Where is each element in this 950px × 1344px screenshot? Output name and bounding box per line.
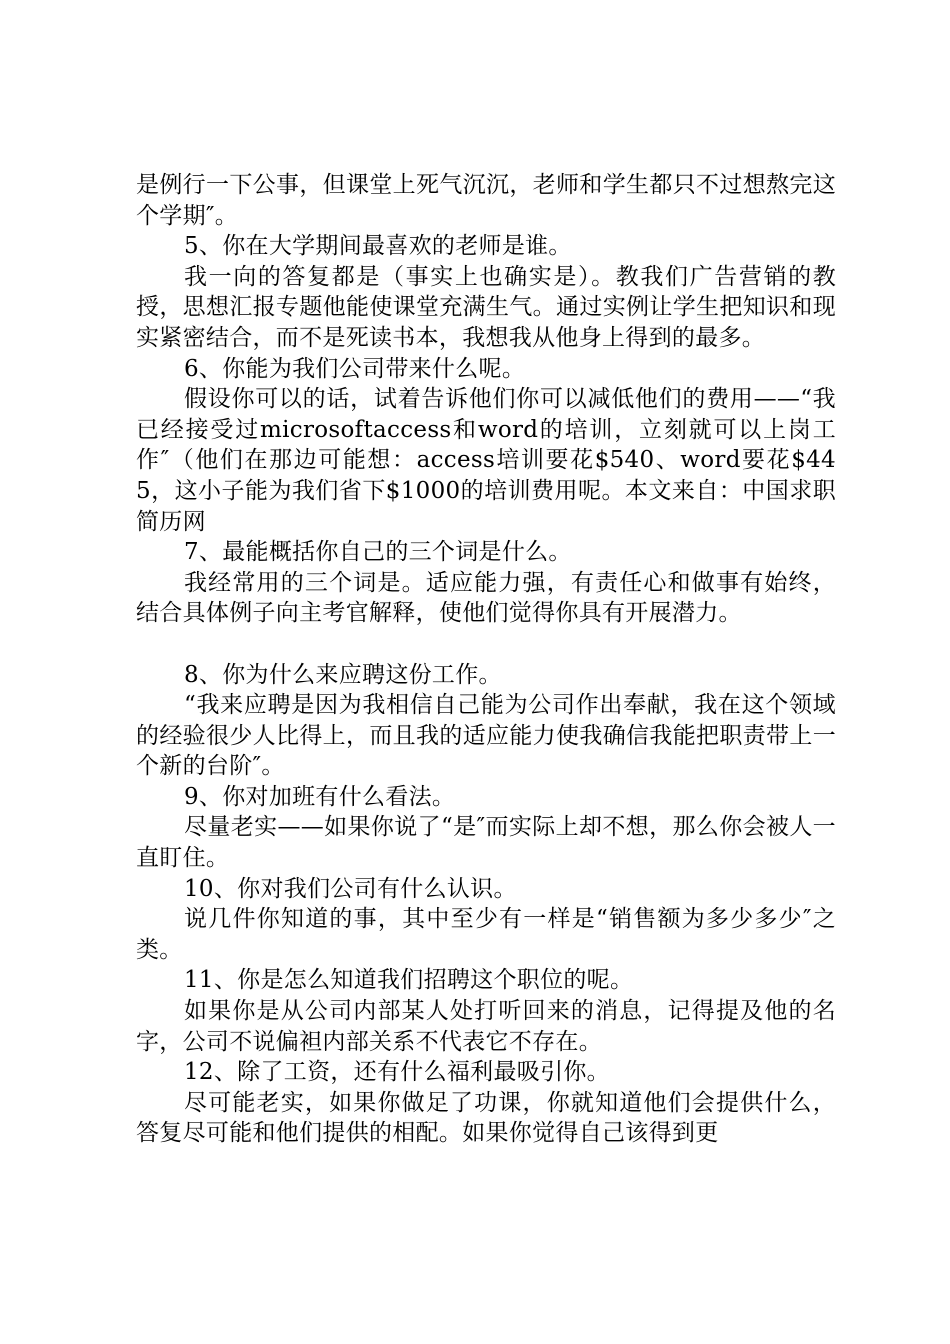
paragraph-continuation: 是例行一下公事，但课堂上死气沉沉，老师和学生都只不过想熬完这个学期″。 xyxy=(136,172,836,229)
question-10-heading: 10、你对我们公司有什么认识。 xyxy=(184,875,517,902)
answer-9-paragraph: 尽量老实——如果你说了“是″而实际上却不想，那么你会被人一直盯住。 xyxy=(136,814,836,872)
answer-10-paragraph: 说几件你知道的事，其中至少有一样是“销售额为多少多少″之类。 xyxy=(136,906,836,963)
question-5-heading: 5、你在大学期间最喜欢的老师是谁。 xyxy=(184,233,572,260)
question-12-heading: 12、除了工资，还有什么福利最吸引你。 xyxy=(184,1059,610,1086)
answer-7-paragraph: 我经常用的三个词是。适应能力强，有责任心和做事有始终，结合具体例子向主考官解释，使他们觉得你具有开展潜力。 xyxy=(136,569,836,627)
answer-8-paragraph: “我来应聘是因为我相信自己能为公司作出奉献，我在这个领域的经验很少人比得上，而且我的适应能力使我确信我能把职责带上一个新的台阶″。 xyxy=(136,692,836,780)
question-11-heading: 11、你是怎么知道我们招聘这个职位的呢。 xyxy=(184,967,634,994)
answer-5-paragraph: 我一向的答复都是（事实上也确实是）。教我们广告营销的教授，思想汇报专题他能使课堂充满生气。通过实例让学生把知识和现实紧密结合，而不是死读书本，我想我从他身上得到的最多。 xyxy=(136,263,836,351)
question-7-heading: 7、最能概括你自己的三个词是什么。 xyxy=(184,539,572,566)
document-body xyxy=(136,170,836,1149)
question-8-heading: 8、你为什么来应聘这份工作。 xyxy=(184,661,502,688)
question-9-heading: 9、你对加班有什么看法。 xyxy=(184,783,456,810)
question-6-heading: 6、你能为我们公司带来什么呢。 xyxy=(184,355,526,382)
answer-6-paragraph: 假设你可以的话，试着告诉他们你可以减低他们的费用——“我已经接受过microsoftaccess和word的培训，立刻就可以上岗工作″（他们在那边可能想：access培训要花$540、word要花$445，这小子能为我们省下$1000的培训费用呢。本文来自：中国求职简历网 xyxy=(136,386,836,535)
answer-11-paragraph: 如果你是从公司内部某人处打听回来的消息，记得提及他的名字，公司不说偏袒内部关系不代表它不存在。 xyxy=(136,998,836,1055)
answer-12-paragraph: 尽可能老实，如果你做足了功课，你就知道他们会提供什么，答复尽可能和他们提供的相配。如果你觉得自己该得到更 xyxy=(136,1089,836,1147)
